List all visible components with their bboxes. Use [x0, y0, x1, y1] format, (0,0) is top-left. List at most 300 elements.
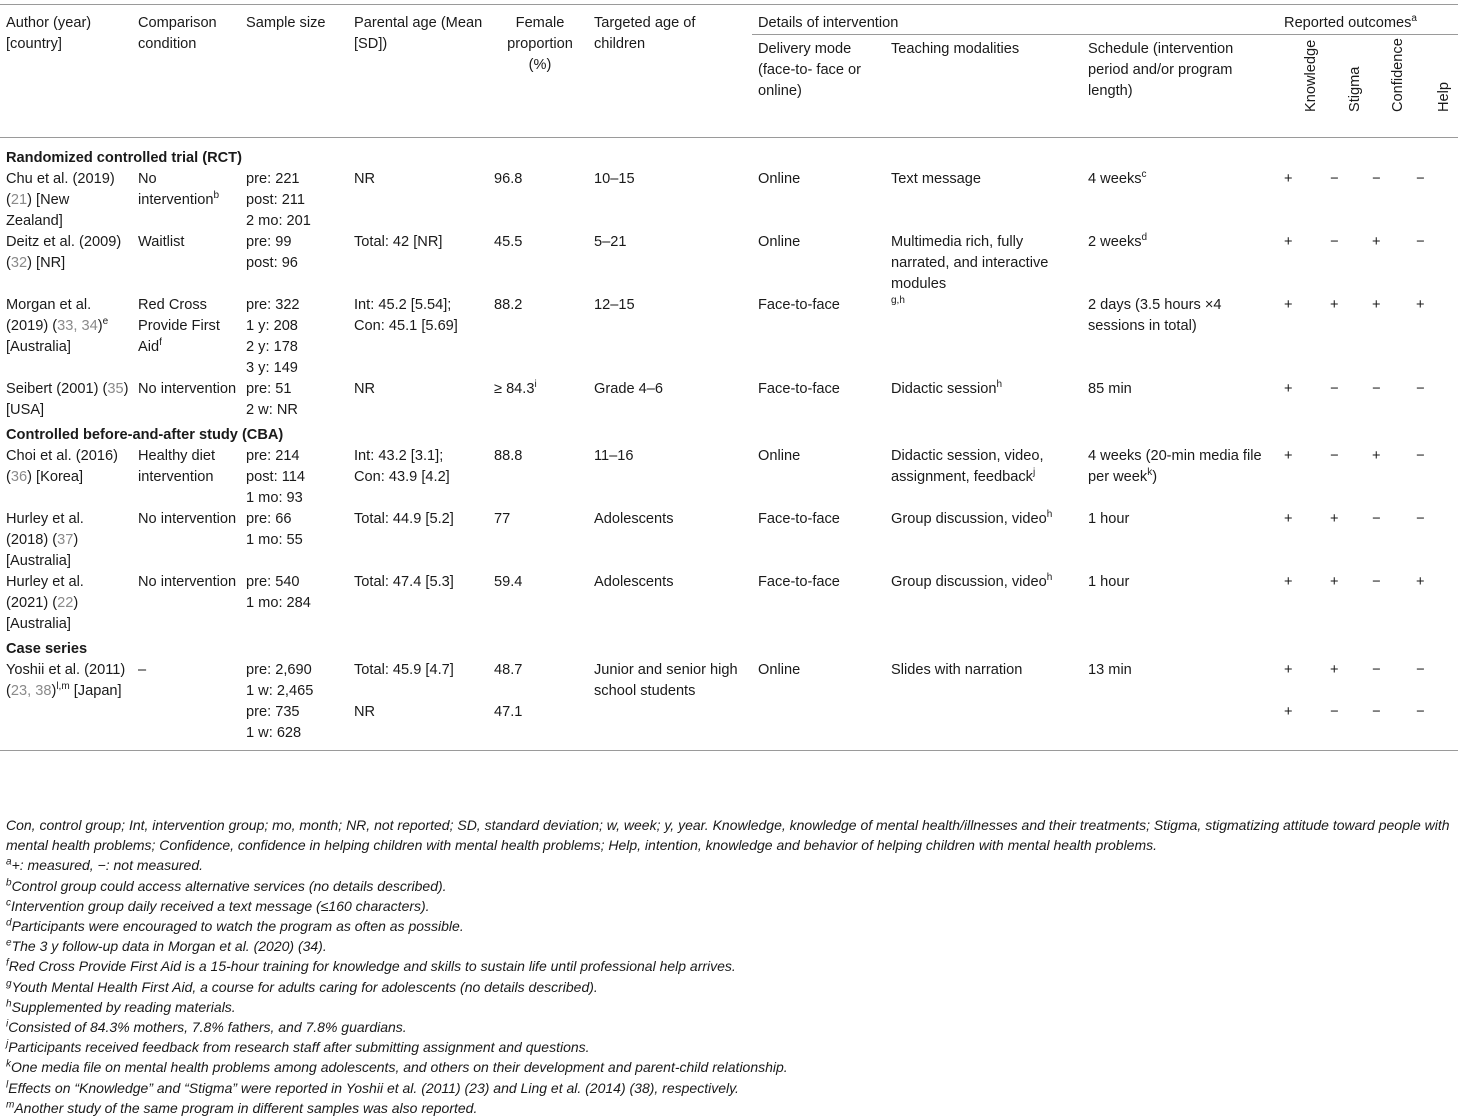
- cell-text: Hurley et al. (2018): [6, 511, 84, 548]
- header-stigma: Stigma: [1347, 66, 1364, 112]
- cell-comparison: [132, 379, 240, 421]
- cell-teaching: [885, 702, 1082, 751]
- cell-text: [NR]: [36, 255, 66, 271]
- cell-text: Didactic session: [891, 381, 997, 397]
- footnote-marker: e: [102, 316, 109, 328]
- cell-text: Grade 4–6: [594, 381, 663, 397]
- footnote-marker: l,m: [56, 681, 70, 693]
- sample-line: [246, 723, 346, 744]
- footnote: [6, 876, 1460, 896]
- footnote-text: Red Cross Provide First Aid is a 15-hour training for knowledge and skills to sustain life until professional help arrives.: [8, 958, 736, 975]
- cell-comparison: [132, 509, 240, 572]
- footnote-text: One media file on mental health problems among adolescents, and others on their development and parent-child relationship.: [11, 1059, 788, 1076]
- cell-author: Chu et al. (2019) (21) [New Zealand]: [6, 171, 115, 229]
- cell-text: pre: 51: [246, 381, 292, 397]
- cell-parental-age: [348, 295, 488, 379]
- cell-confidence-mark: [1366, 169, 1410, 232]
- cell-text: Hurley et al. (2021): [6, 574, 84, 611]
- cell-comparison: [132, 660, 240, 702]
- cell-stigma-mark: [1324, 660, 1366, 702]
- cell-author: Seibert (2001) (35) [USA]: [6, 381, 129, 418]
- cell-text: 13 min: [1088, 662, 1132, 678]
- cell-targeted-age: [588, 660, 752, 702]
- footnote-marker: g: [6, 977, 12, 989]
- cell-text: 21: [10, 192, 28, 208]
- cell-text: +: [1284, 574, 1293, 590]
- cell-comparison: [132, 295, 240, 379]
- cell-text: post: 211: [246, 192, 305, 208]
- cell-text: 1 mo: 284: [246, 595, 311, 611]
- age-line: [354, 572, 486, 593]
- cell-knowledge-mark: [1278, 572, 1324, 635]
- age-line: [354, 660, 486, 681]
- cell-sample: [240, 379, 348, 421]
- header-female: Female proportion (%): [507, 15, 573, 73]
- footnote-marker: j: [6, 1038, 9, 1050]
- cell-text: 45.5: [494, 234, 523, 250]
- cell-text: Con: 43.9 [4.2]: [354, 469, 450, 485]
- header-parental-age: Parental age (Mean [SD]): [354, 15, 483, 52]
- footnote-marker: d: [1141, 232, 1148, 244]
- cell-text: +: [1330, 511, 1339, 527]
- cell-text: No intervention: [138, 171, 214, 208]
- cell-teaching: [885, 379, 1082, 421]
- cell-author: [0, 702, 132, 751]
- header-author: Author (year) [country]: [6, 15, 92, 52]
- footnote-marker: d: [6, 917, 12, 929]
- cell-teaching: [885, 232, 1082, 295]
- cell-confidence-mark: [1366, 379, 1410, 421]
- cell-stigma-mark: [1324, 232, 1366, 295]
- section-row: [0, 421, 1458, 446]
- header-targeted-age: Targeted age of children: [594, 15, 696, 52]
- section-title: [0, 635, 1458, 660]
- cell-text: [Australia]: [6, 553, 71, 569]
- sample-line: [246, 316, 346, 337]
- footnote: [6, 855, 1460, 875]
- table-row: [0, 169, 1458, 232]
- cell-text: Controlled before-and-after study (CBA): [6, 427, 284, 443]
- cell-text: 12–15: [594, 297, 635, 313]
- cell-text: −: [1416, 662, 1425, 678]
- cell-text: –: [138, 662, 147, 678]
- footnote-text: Consisted of 84.3% mothers, 7.8% fathers, and 7.8% guardians.: [8, 1019, 407, 1036]
- header-teaching: Teaching modalities: [891, 41, 1020, 57]
- cell-sample: [240, 509, 348, 572]
- cell-text: +: [1416, 297, 1425, 313]
- cell-text: Yoshii et al. (2011): [6, 662, 126, 678]
- cell-knowledge-mark: [1278, 702, 1324, 751]
- footnote-marker: h: [996, 379, 1003, 391]
- cell-text: 32: [10, 255, 28, 271]
- footnote-marker: i: [534, 379, 537, 391]
- section-title: [0, 421, 1458, 446]
- age-line: [354, 295, 486, 316]
- footnote-marker: l: [6, 1078, 9, 1090]
- cell-text: 96.8: [494, 171, 523, 187]
- cell-text: Total: 42 [NR]: [354, 234, 443, 250]
- footnote-text: The 3 y follow-up data in Morgan et al. (2020) (34).: [11, 938, 327, 955]
- cell-delivery: [752, 232, 885, 295]
- cell-text: −: [1330, 704, 1339, 720]
- footnote-marker: b: [6, 876, 12, 888]
- cell-text: +: [1416, 574, 1425, 590]
- cell-text: +: [1284, 448, 1293, 464]
- cell-teaching: [885, 660, 1082, 702]
- cell-text: 1 mo: 55: [246, 532, 303, 548]
- footnote-marker: m: [6, 1099, 15, 1111]
- cell-text: 3 y: 149: [246, 360, 298, 376]
- cell-text: 77: [494, 511, 511, 527]
- cell-teaching: [885, 295, 1082, 379]
- cell-female: [488, 702, 588, 751]
- cell-comparison: [132, 446, 240, 509]
- cell-author: Deitz et al. (2009) (32) [NR]: [6, 234, 122, 271]
- cell-text: 2 mo: 201: [246, 213, 311, 229]
- cell-knowledge-mark: [1278, 446, 1324, 509]
- cell-targeted-age: [588, 509, 752, 572]
- sample-line: [246, 253, 346, 274]
- cell-text: +: [1284, 234, 1293, 250]
- sample-line: [246, 702, 346, 723]
- cell-female: [488, 169, 588, 232]
- cell-text: +: [1284, 704, 1293, 720]
- cell-text: Junior and senior high school students: [594, 662, 738, 699]
- footnote-text: Another study of the same program in different samples was also reported.: [14, 1099, 478, 1116]
- cell-text: −: [1330, 381, 1339, 397]
- cell-text: +: [1330, 662, 1339, 678]
- sample-line: [246, 358, 346, 379]
- cell-text: Case series: [6, 641, 88, 657]
- cell-text: 10–15: [594, 171, 635, 187]
- sample-line: [246, 572, 346, 593]
- cell-sample: [240, 702, 348, 751]
- cell-text: No intervention: [138, 511, 237, 527]
- cell-text: 2 days (3.5 hours ×4 sessions in total): [1088, 297, 1222, 334]
- cell-text: [Japan]: [73, 683, 122, 699]
- cell-text: 48.7: [494, 662, 523, 678]
- cell-text: 88.8: [494, 448, 523, 464]
- cell-text: 1 y: 208: [246, 318, 298, 334]
- cell-delivery: [752, 572, 885, 635]
- cell-text: pre: 540: [246, 574, 300, 590]
- cell-author: Choi et al. (2016) (36) [Korea]: [6, 448, 118, 485]
- age-line: [354, 169, 486, 190]
- footnote-marker: h: [1046, 509, 1053, 521]
- age-line: [354, 446, 486, 467]
- cell-text: pre: 214: [246, 448, 300, 464]
- sample-line: [246, 211, 346, 232]
- cell-schedule: [1082, 169, 1278, 232]
- cell-comparison: [132, 169, 240, 232]
- footnote: [6, 1098, 1460, 1118]
- cell-sample: [240, 446, 348, 509]
- cell-text: Face-to-face: [758, 381, 840, 397]
- cell-text: +: [1372, 297, 1381, 313]
- cell-schedule: [1082, 295, 1278, 379]
- cell-female: [488, 446, 588, 509]
- cell-text: 2 y: 178: [246, 339, 298, 355]
- footnote-marker: b: [213, 190, 220, 202]
- cell-delivery: [752, 169, 885, 232]
- age-line: [354, 379, 486, 400]
- table-row: [0, 509, 1458, 572]
- cell-text: −: [1372, 574, 1381, 590]
- cell-text: No intervention: [138, 574, 237, 590]
- cell-text: +: [1284, 511, 1293, 527]
- cell-female: [488, 572, 588, 635]
- footnote-text: Participants were encouraged to watch the program as often as possible.: [11, 918, 464, 935]
- cell-author: Morgan et al. (2019) (33, 34)$^e$ [Australia]: [6, 297, 109, 355]
- cell-schedule: [1082, 509, 1278, 572]
- cell-text: +: [1372, 234, 1381, 250]
- cell-stigma-mark: [1324, 509, 1366, 572]
- cell-text: 1 hour: [1088, 511, 1130, 527]
- cell-text: −: [1372, 171, 1381, 187]
- cell-text: Con: 45.1 [5.69]: [354, 318, 458, 334]
- cell-female: [488, 509, 588, 572]
- section-row: [0, 635, 1458, 660]
- cell-text: 37: [57, 532, 74, 548]
- footnote-text: Supplemented by reading materials.: [11, 998, 236, 1015]
- table-row: [0, 232, 1458, 295]
- cell-text: Adolescents: [594, 511, 674, 527]
- footnote-marker: c: [1141, 169, 1147, 181]
- sample-line: [246, 530, 346, 551]
- sample-line: [246, 169, 346, 190]
- cell-help-mark: [1410, 169, 1458, 232]
- cell-targeted-age: [588, 232, 752, 295]
- cell-text: Deitz et al. (2009): [6, 234, 122, 250]
- footnote-text: Effects on “Knowledge” and “Stigma” were reported in Yoshii et al. (2011) (23) and Ling et al. (2014) (38), respectively.: [8, 1079, 739, 1096]
- header-knowledge: Knowledge: [1303, 39, 1320, 112]
- cell-text: Multimedia rich, fully narrated, and interactive modules: [891, 234, 1049, 292]
- cell-teaching: [885, 446, 1082, 509]
- footnote-text: +: measured, −: not measured.: [11, 857, 204, 874]
- header-outcomes-group: Reported outcomes$^a$: [1278, 5, 1458, 35]
- table-row: [0, 379, 1458, 421]
- cell-text: 23, 38: [10, 683, 52, 699]
- age-line: [354, 316, 486, 337]
- footnote-marker: c: [6, 897, 11, 909]
- cell-text: +: [1372, 448, 1381, 464]
- cell-text: pre: 99: [246, 234, 292, 250]
- cell-sample: [240, 572, 348, 635]
- cell-help-mark: [1410, 379, 1458, 421]
- cell-female: [488, 660, 588, 702]
- cell-text: NR: [354, 171, 376, 187]
- footnote-marker: h: [1046, 572, 1053, 584]
- cell-text: Slides with narration: [891, 662, 1023, 678]
- cell-text: Adolescents: [594, 574, 674, 590]
- cell-text: Healthy diet intervention: [138, 448, 216, 485]
- footnote: [6, 896, 1460, 916]
- footnote: [6, 815, 1460, 855]
- cell-confidence-mark: [1366, 660, 1410, 702]
- cell-knowledge-mark: [1278, 169, 1324, 232]
- footnote-marker: a: [6, 856, 12, 868]
- cell-text: [USA]: [6, 402, 45, 418]
- cell-comparison: [132, 232, 240, 295]
- cell-text: 35: [107, 381, 124, 397]
- cell-text: −: [1372, 511, 1381, 527]
- cell-parental-age: [348, 702, 488, 751]
- cell-text: Text message: [891, 171, 982, 187]
- cell-parental-age: [348, 660, 488, 702]
- cell-schedule: [1082, 379, 1278, 421]
- cell-text: +: [1284, 381, 1293, 397]
- cell-text: 1 mo: 93: [246, 490, 303, 506]
- footnote-marker: j: [1032, 467, 1036, 479]
- cell-targeted-age: [588, 446, 752, 509]
- cell-schedule: 4 weeks (20-min media file per week$^k$): [1088, 448, 1262, 485]
- cell-schedule: [1082, 232, 1278, 295]
- table-footnotes: [6, 815, 1460, 1118]
- cell-text: NR: [354, 704, 376, 720]
- cell-text: −: [1416, 448, 1425, 464]
- cell-comparison: [132, 572, 240, 635]
- cell-knowledge-mark: [1278, 295, 1324, 379]
- cell-stigma-mark: [1324, 295, 1366, 379]
- cell-text: 5–21: [594, 234, 627, 250]
- cell-delivery: [752, 702, 885, 751]
- cell-text: pre: 66: [246, 511, 292, 527]
- cell-text: Int: 43.2 [3.1];: [354, 448, 444, 464]
- footnote-text: Control group could access alternative services (no details described).: [11, 877, 447, 894]
- cell-teaching: [885, 509, 1082, 572]
- cell-text: −: [1416, 704, 1425, 720]
- cell-sample: [240, 295, 348, 379]
- cell-teaching: [885, 572, 1082, 635]
- cell-parental-age: [348, 446, 488, 509]
- cell-text: −: [1330, 448, 1339, 464]
- footnote-marker: k: [1147, 467, 1153, 479]
- cell-text: −: [1330, 171, 1339, 187]
- cell-text: Online: [758, 448, 801, 464]
- cell-text: +: [1330, 574, 1339, 590]
- cell-text: −: [1416, 511, 1425, 527]
- cell-confidence-mark: [1366, 702, 1410, 751]
- cell-text: 47.1: [494, 704, 523, 720]
- cell-text: 85 min: [1088, 381, 1132, 397]
- footnote: [6, 977, 1460, 997]
- cell-parental-age: [348, 379, 488, 421]
- footnote-marker: k: [6, 1058, 11, 1070]
- footnote: [6, 1037, 1460, 1057]
- table-row: [0, 295, 1458, 379]
- header-help: Help: [1436, 81, 1453, 112]
- cell-targeted-age: [588, 702, 752, 751]
- cell-text: Online: [758, 662, 801, 678]
- cell-knowledge-mark: [1278, 660, 1324, 702]
- cell-text: Red Cross Provide First Aid: [138, 297, 220, 355]
- cell-text: Total: 44.9 [5.2]: [354, 511, 454, 527]
- cell-parental-age: [348, 169, 488, 232]
- cell-sample: [240, 660, 348, 702]
- cell-text: pre: 322: [246, 297, 300, 313]
- section-title: [0, 138, 1458, 170]
- footnote: [6, 1017, 1460, 1037]
- cell-text: Randomized controlled trial (RCT): [6, 150, 242, 166]
- cell-schedule: [1082, 702, 1278, 751]
- cell-knowledge-mark: [1278, 379, 1324, 421]
- cell-text: −: [1372, 704, 1381, 720]
- cell-text: −: [1372, 381, 1381, 397]
- cell-teaching: [885, 169, 1082, 232]
- cell-text: 1 w: 2,465: [246, 683, 314, 699]
- cell-text: 33, 34: [57, 318, 98, 334]
- cell-text: −: [1416, 381, 1425, 397]
- cell-delivery: [752, 509, 885, 572]
- cell-text: post: 114: [246, 469, 305, 485]
- footnote-marker: h: [6, 998, 12, 1010]
- cell-text: +: [1284, 297, 1293, 313]
- cell-text: [Korea]: [36, 469, 84, 485]
- cell-text: Group discussion, video: [891, 574, 1047, 590]
- cell-text: 1 hour: [1088, 574, 1130, 590]
- sample-line: [246, 190, 346, 211]
- cell-text: 88.2: [494, 297, 523, 313]
- cell-help-mark: [1410, 295, 1458, 379]
- cell-text: +: [1284, 171, 1293, 187]
- footnote-marker: i: [6, 1018, 9, 1030]
- cell-text: −: [1416, 171, 1425, 187]
- cell-help-mark: [1410, 660, 1458, 702]
- cell-author: Yoshii et al. (2011) (23, 38)$^{l,m}$ [Japan]: [6, 662, 126, 699]
- cell-confidence-mark: [1366, 446, 1410, 509]
- cell-text: Morgan et al. (2019): [6, 297, 92, 334]
- section-row: [0, 138, 1458, 170]
- cell-text: No intervention: [138, 381, 237, 397]
- cell-text: [New Zealand]: [6, 192, 70, 229]
- age-line: [354, 232, 486, 253]
- cell-text: 2 weeks: [1088, 234, 1142, 250]
- age-line: [354, 702, 486, 723]
- footnote-text: Con, control group; Int, intervention group; mo, month; NR, not reported; SD, standard deviation; w, week; y, year. Knowledge, knowledge of mental health/illnesses and their treatments; Stigma, stigmatizing attitude toward people with mental health problems; Confidence, confidence in helping children with mental health problems; Help, intention, knowledge and behavior of helping children with mental health problems.: [6, 817, 1450, 854]
- cell-text: Waitlist: [138, 234, 185, 250]
- cell-text: pre: 221: [246, 171, 300, 187]
- cell-parental-age: [348, 232, 488, 295]
- footnote-marker: f: [6, 957, 9, 969]
- cell-confidence-mark: [1366, 295, 1410, 379]
- table-row: [0, 660, 1458, 702]
- cell-text: 59.4: [494, 574, 523, 590]
- cell-targeted-age: [588, 295, 752, 379]
- footnote: [6, 1057, 1460, 1077]
- cell-text: 2 w: NR: [246, 402, 298, 418]
- footnote-text: Participants received feedback from research staff after submitting assignment and questions.: [8, 1039, 590, 1056]
- cell-text: Face-to-face: [758, 297, 840, 313]
- cell-text: +: [1284, 662, 1293, 678]
- table-row: [0, 572, 1458, 635]
- cell-stigma-mark: [1324, 446, 1366, 509]
- header-delivery: Delivery mode (face-to- face or online): [758, 41, 862, 99]
- sample-line: [246, 467, 346, 488]
- cell-text: Face-to-face: [758, 511, 840, 527]
- cell-parental-age: [348, 509, 488, 572]
- footnote: [6, 997, 1460, 1017]
- header-schedule: Schedule (intervention period and/or program length): [1088, 41, 1234, 99]
- cell-text: Chu et al. (2019): [6, 171, 115, 187]
- cell-text: ≥ 84.3: [494, 381, 535, 397]
- sample-line: [246, 593, 346, 614]
- cell-text: post: 96: [246, 255, 298, 271]
- cell-targeted-age: [588, 572, 752, 635]
- header-sample: Sample size: [246, 15, 326, 31]
- cell-text: pre: 2,690: [246, 662, 312, 678]
- studies-table: [0, 4, 1458, 751]
- cell-delivery: [752, 660, 885, 702]
